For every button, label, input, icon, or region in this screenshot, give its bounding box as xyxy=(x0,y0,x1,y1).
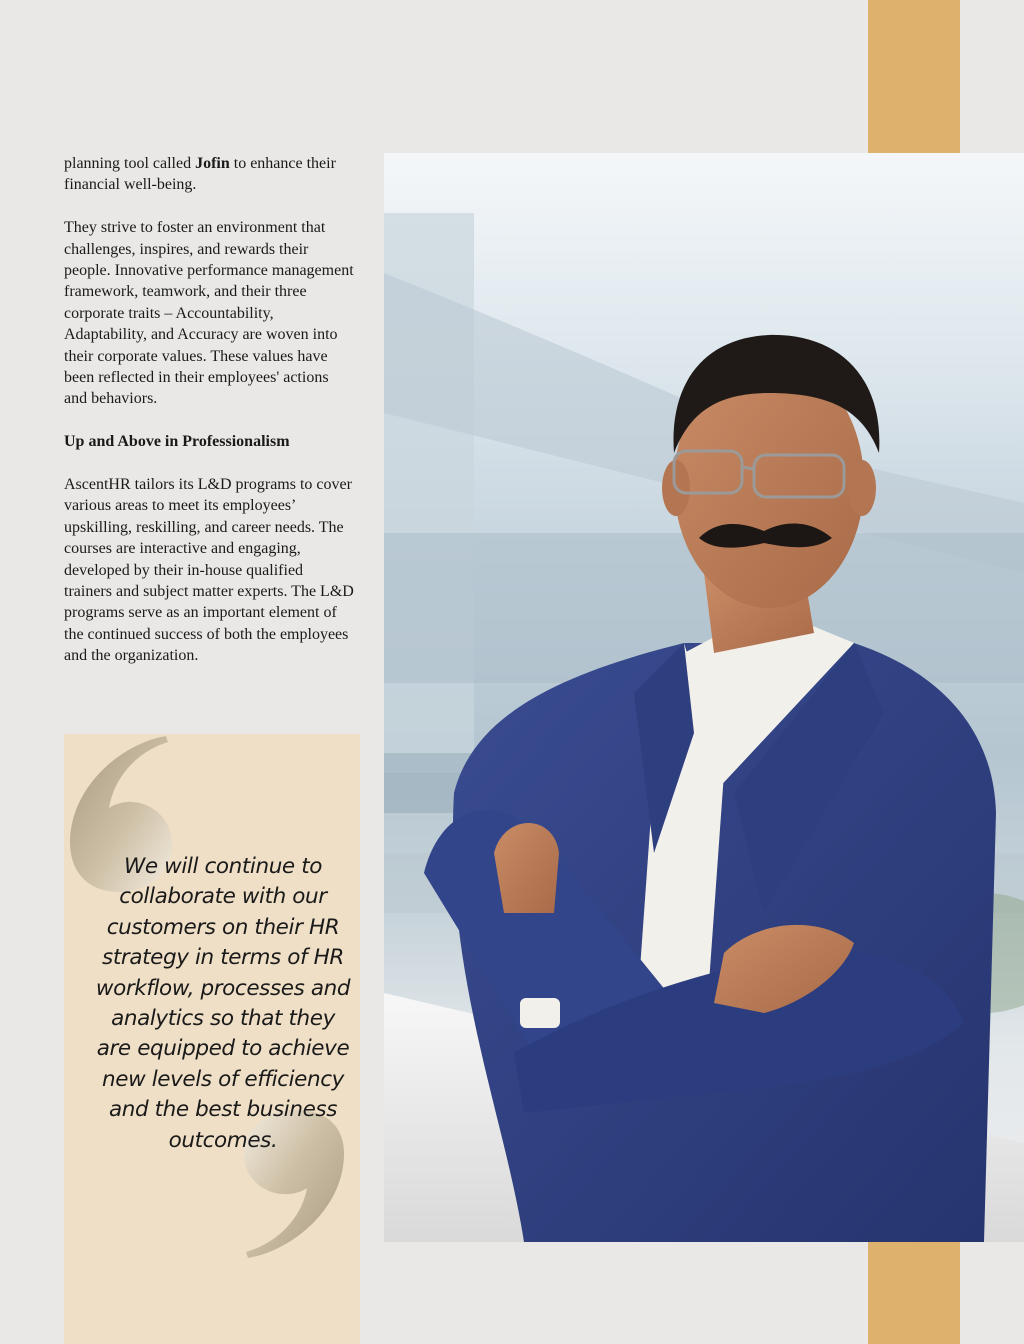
paragraph-ld-programs: AscentHR tailors its L&D programs to cover various areas to meet its employees’ upskilling, reskilling, and career needs. The courses are interactive and engaging, developed by their in-house qualified trainers and subject matter experts. The L&D programs serve as an important element of the continued success of both the employees and the organization. xyxy=(64,476,354,665)
jofin-bold: Jofin xyxy=(195,155,230,172)
executive-portrait-photo xyxy=(384,153,1024,1242)
paragraph-environment: They strive to foster an environment that challenges, inspires, and rewards their people. Innovative performance management framework, teamwork, and their three corporate traits – Accountability, Adaptability, and Accuracy are woven into their corporate values. These values have been reflected in their employees' actions and behaviors. xyxy=(64,219,354,408)
gold-accent-bar-top xyxy=(868,0,960,153)
article-text-column xyxy=(64,153,354,688)
pull-quote-box xyxy=(64,734,360,1344)
section-heading: Up and Above in Professionalism xyxy=(64,433,290,451)
pull-quote-text: We will continue to collaborate with our customers on their HR strategy in terms of HR workflow, processes and analytics so that they are equipped to achieve new levels of efficiency and the best business outcomes. xyxy=(95,854,351,1153)
portrait-illustration xyxy=(384,153,1024,1242)
gold-accent-bar-bottom xyxy=(868,1242,960,1344)
paragraph-jofin: planning tool called Jofin to enhance their financial well-being. xyxy=(64,155,336,194)
